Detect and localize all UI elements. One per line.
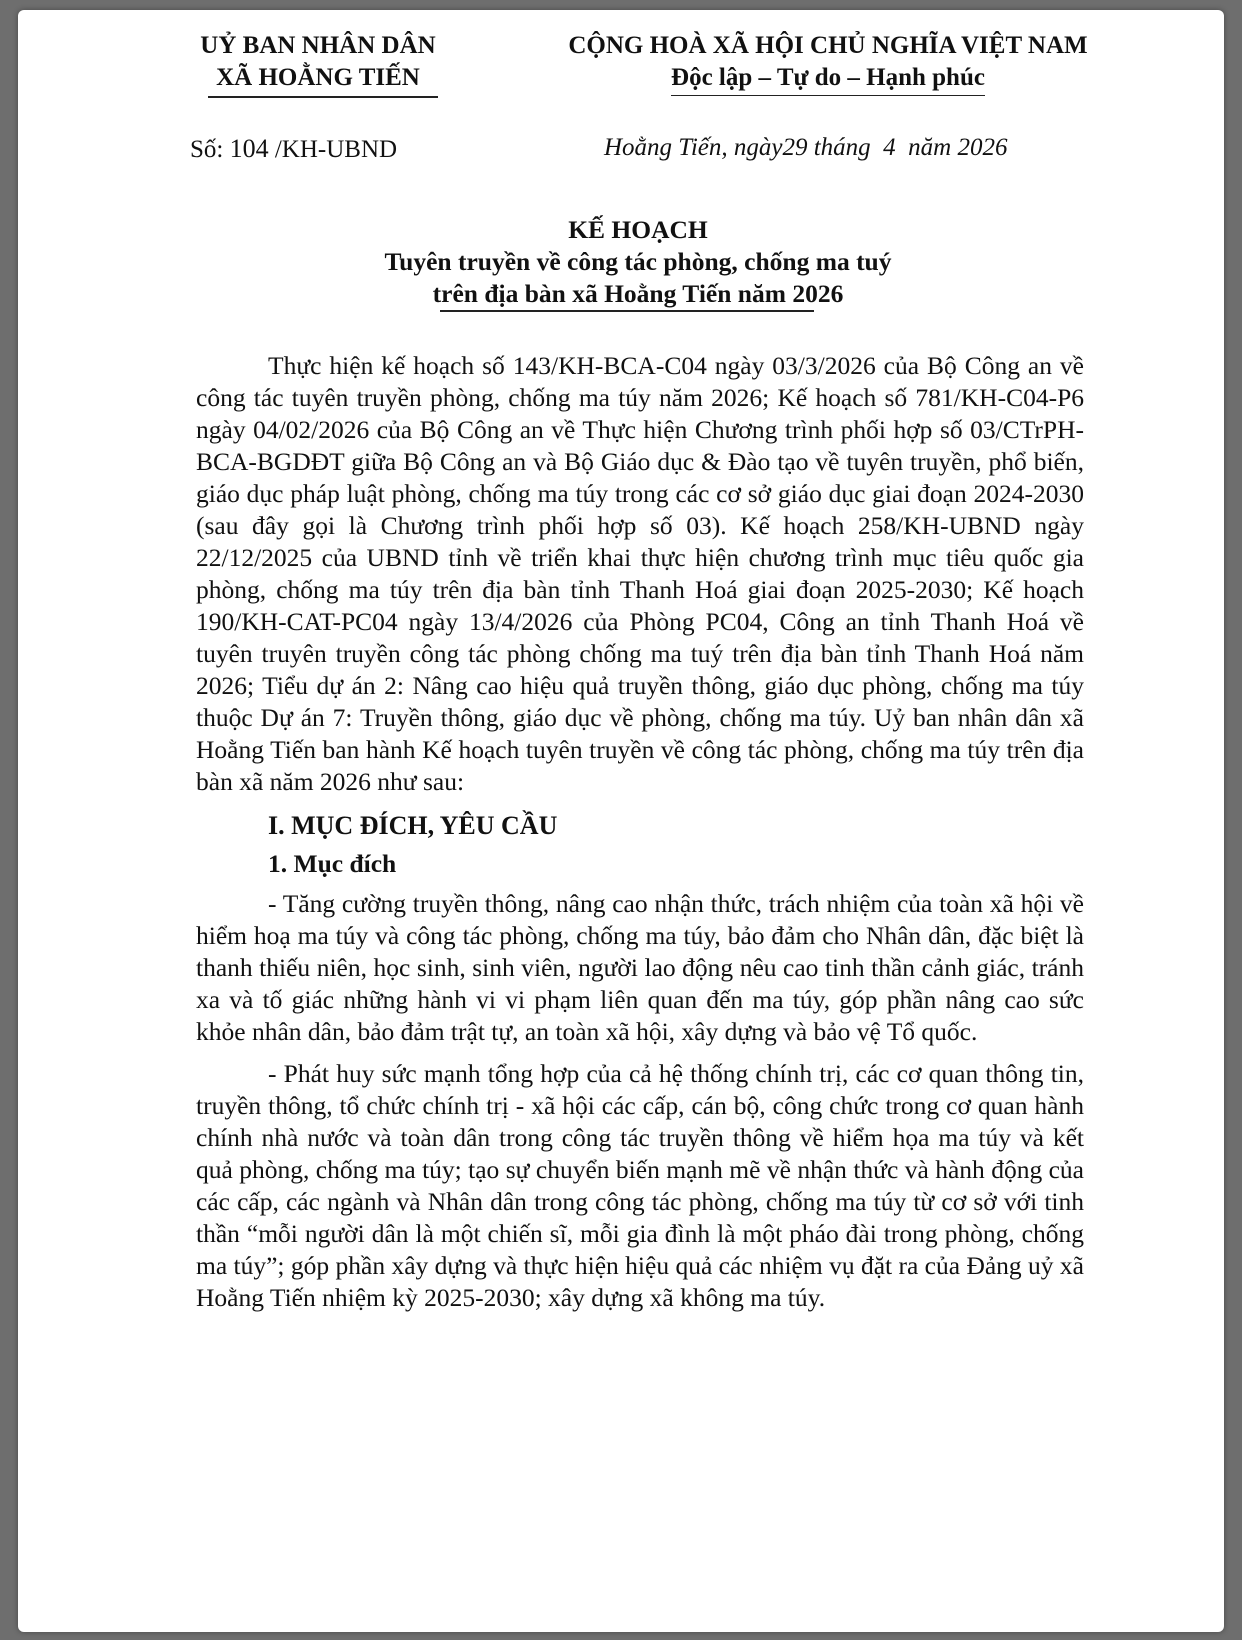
purpose-paragraph-2: - Phát huy sức mạnh tổng hợp của cả hệ thống chính trị, các cơ quan thông tin, truyền thông, tổ chức chính trị - xã hội các cấp, cán bộ, công chức trong cơ quan hành chính nhà nước và toàn dân trong công tác truyền thông về hiểm họa ma túy và kết quả phòng, chống ma túy; tạo sự chuyển biến mạnh mẽ về nhận thức và hành động của các cấp, các ngành và Nhân dân trong công tác phòng, chống ma túy từ cơ sở với tinh thần “mỗi người dân là một chiến sĩ, mỗi gia đình là một pháo đài trong phòng, chống ma túy”; góp phần xây dựng và thực hiện hiệu quả các nhiệm vụ đặt ra của Đảng uỷ xã Hoằng Tiến nhiệm kỳ 2025-2030; xây dựng xã không ma túy.	[196, 1059, 1084, 1312]
date-year: năm 2026	[908, 134, 1008, 161]
title-underline	[440, 310, 814, 312]
number-value: 104	[229, 134, 269, 163]
date-place: Hoằng Tiến, ngày	[604, 134, 783, 161]
issue-date	[604, 134, 1007, 162]
org-line-1: UỶ BAN NHÂN DÂN	[200, 32, 436, 59]
document-title	[198, 214, 1078, 310]
org-underline	[208, 96, 438, 98]
nation-name: CỘNG HOÀ XÃ HỘI CHỦ NGHĨA VIỆT NAM	[568, 32, 1088, 59]
national-header	[518, 30, 1138, 96]
subsection-heading: 1. Mục đích	[268, 849, 397, 878]
purpose-paragraph-1: - Tăng cường truyền thông, nâng cao nhận thức, trách nhiệm của toàn xã hội về hiểm hoạ ma túy và công tác phòng, chống ma túy, bảo đảm cho Nhân dân, đặc biệt là thanh thiếu niên, học sinh, sinh viên, người lao động nêu cao tinh thần cảnh giác, tránh xa và tố giác những hành vi vi phạm liên quan đến ma túy, góp phần nâng cao sức khỏe nhân dân, bảo đảm trật tự, an toàn xã hội, xây dựng và bảo vệ Tổ quốc.	[196, 889, 1084, 1046]
date-month: 4	[883, 134, 896, 161]
issuing-organization	[168, 30, 468, 94]
date-month-label: tháng	[813, 134, 871, 161]
national-motto: Độc lập – Tự do – Hạnh phúc	[671, 62, 985, 96]
document-body	[196, 350, 1084, 1314]
title-line-3: trên địa bàn xã Hoằng Tiến năm 2026	[432, 279, 844, 308]
section-heading: I. MỤC ĐÍCH, YÊU CẦU	[268, 811, 558, 840]
date-day: 29	[782, 134, 808, 161]
intro-paragraph: Thực hiện kế hoạch số 143/KH-BCA-C04 ngày 03/3/2026 của Bộ Công an về công tác tuyên truyền phòng, chống ma túy năm 2026; Kế hoạch số 781/KH-C04-P6 ngày 04/02/2026 của Bộ Công an về Thực hiện Chương trình phối hợp số 03/CTrPH-BCA-BGDĐT giữa Bộ Công an và Bộ Giáo dục & Đào tạo về tuyên truyền, phổ biến, giáo dục pháp luật phòng, chống ma túy trong các cơ sở giáo dục giai đoạn 2024-2030 (sau đây gọi là Chương trình phối hợp số 03). Kế hoạch 258/KH-UBND ngày 22/12/2025 của UBND tỉnh về triển khai thực hiện chương trình mục tiêu quốc gia phòng, chống ma túy trên địa bàn tỉnh Thanh Hoá giai đoạn 2025-2030; Kế hoạch 190/KH-CAT-PC04 ngày 13/4/2026 của Phòng PC04, Công an tỉnh Thanh Hoá về tuyên truyên truyền công tác phòng chống ma tuý trên địa bàn tỉnh Thanh Hoá năm 2026; Tiểu dự án 2: Nâng cao hiệu quả truyền thông, giáo dục phòng, chống ma túy thuộc Dự án 7: Truyền thông, giáo dục về phòng, chống ma túy. Uỷ ban nhân dân xã Hoằng Tiến ban hành Kế hoạch tuyên truyền về công tác phòng, chống ma túy trên địa bàn xã năm 2026 như sau:	[196, 351, 1084, 796]
document-page	[18, 10, 1224, 1632]
org-line-2: XÃ HOẰNG TIẾN	[216, 64, 420, 91]
number-prefix: Số:	[190, 136, 224, 163]
document-number	[190, 134, 397, 164]
title-line-2: Tuyên truyền về công tác phòng, chống ma tuý	[384, 247, 892, 276]
number-suffix: /KH-UBND	[274, 136, 398, 163]
title-line-1: KẾ HOẠCH	[568, 215, 708, 244]
